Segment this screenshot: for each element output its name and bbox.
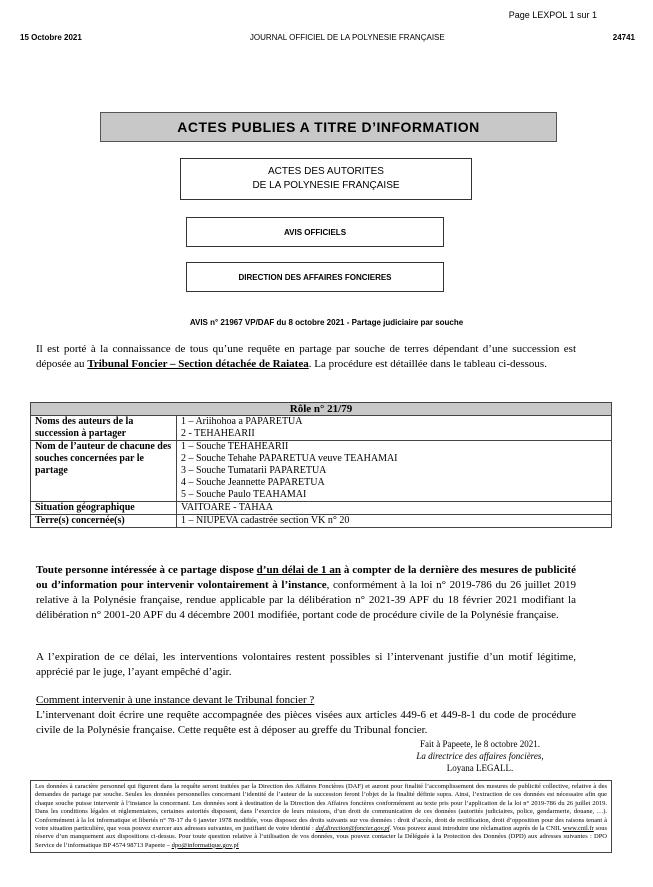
table-row — [31, 416, 612, 441]
delai-bold-2: à compter de la dernière des mesures de publicité ou d’information pour intervenir volontairement à l’instance — [36, 564, 576, 591]
row-value: 1 – NIUPEVA cadastrée section VK n° 20 — [181, 515, 350, 526]
page-reference: Page LEXPOL 1 sur 1 — [508, 10, 597, 20]
autorites-line1: ACTES DES AUTORITES — [268, 166, 384, 177]
role-table — [30, 402, 612, 528]
intro-paragraph — [36, 342, 576, 372]
avis-title: AVIS n° 21967 VP/DAF du 8 octobre 2021 - Partage judiciaire par souche — [189, 318, 464, 327]
table-row — [31, 515, 612, 528]
intervention-section — [36, 693, 576, 738]
delai-paragraph — [36, 563, 576, 623]
intro-text-before: Il est porté à la connaissance de tous qu’une requête en partage par souche de terres dépendant d’une succession est déposée au — [36, 343, 576, 370]
row-value: VAITOARE - TAHAA — [181, 502, 273, 513]
signature-name: Loyana LEGALL. — [446, 763, 514, 773]
row-values — [177, 515, 612, 528]
table-row — [31, 441, 612, 502]
data-protection-notice — [30, 780, 612, 853]
header-date: 15 Octobre 2021 — [20, 33, 82, 42]
header-page-number: 24741 — [612, 33, 635, 42]
delai-rest: , conformément à la loi n° 2019-786 du 26 juillet 2019 relative à la Polynésie française, rendue applicable par la délibération n° 2021-39 APF du 18 février 2021 modifiant la délibération n° 2001-20 APF du 4 décembre 2001 modifiée, portant code de procédure civile de la Polynésie française. — [36, 579, 576, 621]
row-label: Nom de l’auteur de chacune des souches concernées par le partage — [31, 441, 177, 502]
intro-tribunal: Tribunal Foncier – Section détachée de Raiatea — [87, 358, 309, 370]
notice-text: . Vous pouvez aussi introduire une réclamation auprès de la CNIL — [389, 825, 563, 833]
intervention-text: L’intervenant doit écrire une requête accompagnée des pièces visées aux articles 449-6 et 449-8-1 du code de procédure civile de la Polynésie française. Cette requête est à déposer au greffe du Tribunal foncier. — [36, 709, 576, 736]
row-value: 2 – Souche Tehahe PAPARETUA veuve TEAHAMAI — [181, 453, 398, 464]
dpo-email-link[interactable]: dpo@informatique.gov.pf — [171, 841, 239, 849]
row-value: 1 – Souche TEHAHEARII — [181, 441, 289, 452]
role-table-title: Rôle n° 21/79 — [31, 403, 612, 416]
intro-text-after: . La procédure est détaillée dans le tableau ci-dessous. — [308, 358, 547, 370]
autorites-line2: DE LA POLYNESIE FRANÇAISE — [252, 180, 400, 191]
row-value: 4 – Souche Jeannette PAPARETUA — [181, 477, 325, 488]
intervention-heading: Comment intervenir à une instance devant le Tribunal foncier ? — [36, 694, 315, 706]
row-label: Noms des auteurs de la succession à partager — [31, 416, 177, 441]
daf-email-link[interactable]: daf.direction@foncier.gov.pf — [315, 825, 390, 833]
expiration-paragraph: A l’expiration de ce délai, les interventions volontaires restent possibles si l’intervenant justifie d’un motif légitime, apprécié par le juge, l’ayant empêché d’agir. — [36, 651, 576, 678]
row-value: 5 – Souche Paulo TEAHAMAI — [181, 489, 307, 500]
row-values — [177, 502, 612, 515]
delai-bold-1: Toute personne intéressée à ce partage dispose — [36, 564, 257, 576]
notice-text: Les données à caractère personnel qui figurent dans la requête seront traitées par la Direction des Affaires Foncières (DAF) et auront pour finalité l’accomplissement des mesures de publicité collective, relative à des demandes de partage par souche. Seules les données personnelles concernant l’identité de l’auteur de la succession feront l’objet de la finalité définie supra. Ainsi, l’extraction de ces données est nécessaire afin que chaque souche puisse intervenir à l’instance la concernant. Les données sont à destination de la Direction des Affaires foncières conformément au texte pris pour l’application de la loi n° 2019-786 du 26 juillet 2019. Dans les conditions légales et réglementaires, certaines autorités disposent, dans l’exercice de leurs missions, d’un droit de communication de ces données (autorités judiciaires, police, gendarmerie, douane, …). Conformément à la loi informatique et libertés n° 78-17 du 6 janvier 1978 modifiée, vous disposez des droits suivants sur vos données : droit d’accès, droit de rectification, droit d’opposition pour des raisons tenant à votre situation particulière, que vous pouvez exercer aux adresses suivantes, en justifiant de votre identité : — [35, 783, 607, 833]
direction-box: DIRECTION DES AFFAIRES FONCIERES — [186, 262, 444, 292]
avis-officiels-box: AVIS OFFICIELS — [186, 217, 444, 247]
section-banner: ACTES PUBLIES A TITRE D’INFORMATION — [100, 112, 557, 142]
cnil-link[interactable]: www.cnil.fr — [562, 825, 594, 833]
row-label: Terre(s) concernée(s) — [31, 515, 177, 528]
signature-role: La directrice des affaires foncières, — [416, 751, 544, 761]
header-journal: JOURNAL OFFICIEL DE LA POLYNESIE FRANÇAISE — [249, 33, 445, 42]
delai-duration: d’un délai de 1 an — [256, 564, 341, 576]
row-value: 1 – Ariihohoa a PAPARETUA — [181, 416, 303, 427]
row-value: 2 - TEHAHEARII — [181, 428, 255, 439]
autorites-box — [180, 158, 472, 200]
signature-block — [380, 738, 580, 774]
row-label: Situation géographique — [31, 502, 177, 515]
notice-text: sous réserve d’un manquement aux dispositions ci-dessus. Pour toute question relative à l’utilisation de vos données, vous pouvez contacter la Déléguée à la Protection des Données (DPD) aux adresses suivantes : DPO Service de l’informatique BP 4574 98713 Papeete – — [35, 825, 608, 849]
row-values — [177, 416, 612, 441]
table-row — [31, 502, 612, 515]
journal-header — [20, 33, 635, 42]
row-value: 3 – Souche Tumatarii PAPARETUA — [181, 465, 327, 476]
signature-place-date: Fait à Papeete, le 8 octobre 2021. — [420, 739, 540, 749]
row-values — [177, 441, 612, 502]
